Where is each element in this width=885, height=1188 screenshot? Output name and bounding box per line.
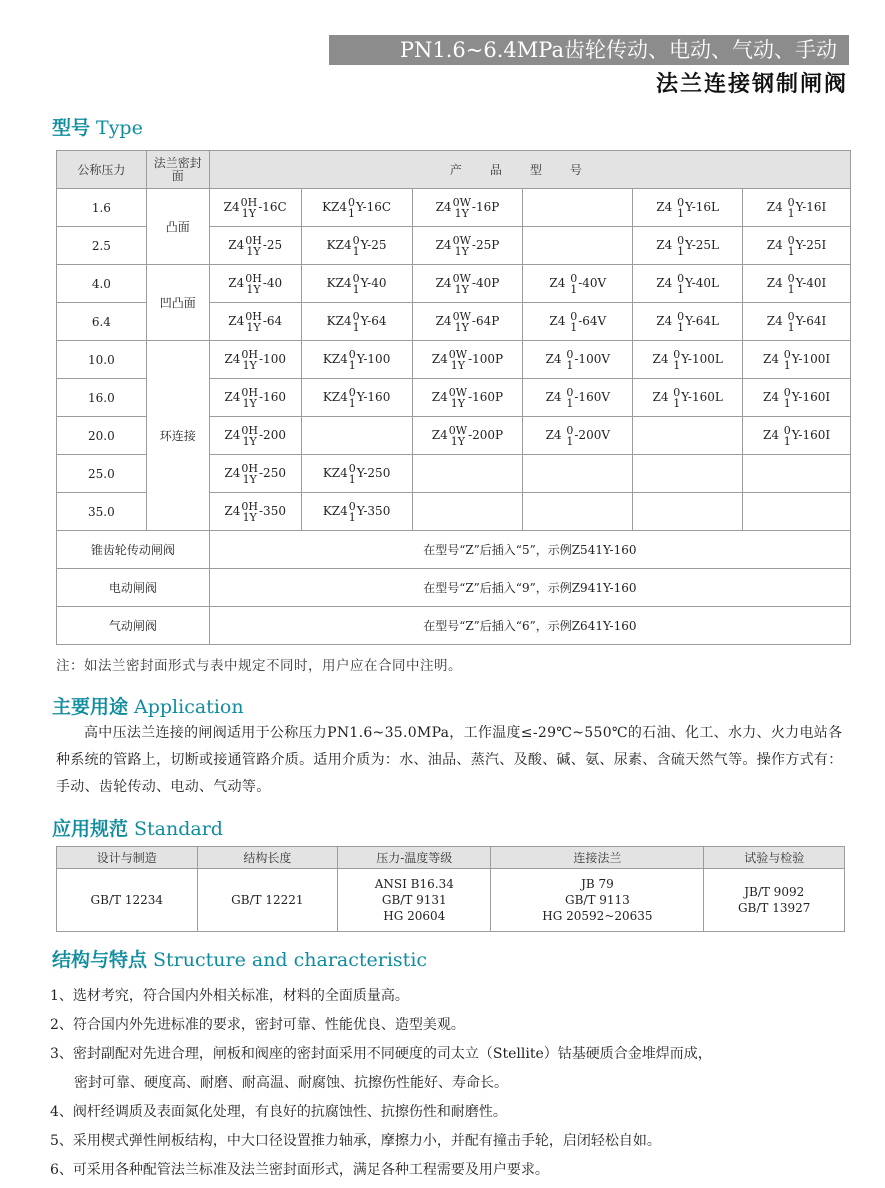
model-cell	[412, 379, 523, 417]
model-cell	[209, 493, 301, 531]
model-cell	[301, 417, 412, 455]
features-heading-cn: 结构与特点	[52, 949, 148, 971]
model-cell	[523, 265, 633, 303]
drive-label: 气动闸阀	[57, 607, 210, 645]
feature-item: 5、采用楔式弹性闸板结构，中大口径设置推力轴承，摩擦力小，并配有撞击手轮，启闭轻松自如。	[50, 1133, 661, 1149]
model-cell	[209, 417, 301, 455]
model-code: Z4 0 1 -160V	[545, 385, 610, 410]
pressure-cell: 25.0	[57, 455, 147, 493]
model-code: KZ4 0 1 Y-25	[326, 233, 387, 258]
model-code: Z4 0 1 Y-100L	[652, 347, 723, 372]
model-code: Z4 0H 1Y -350	[224, 499, 286, 524]
model-cell	[523, 227, 633, 265]
model-code: KZ4 0 1 Y-250	[322, 461, 391, 486]
type-heading-en: Type	[96, 117, 143, 139]
standard-code: GB/T 9113	[565, 893, 630, 907]
feature-item: 2、符合国内外先进标准的要求，密封可靠、性能优良、造型美观。	[50, 1017, 465, 1033]
application-heading	[52, 692, 244, 719]
model-cell	[743, 379, 851, 417]
model-code: Z4 0 1 Y-40L	[656, 271, 719, 296]
model-code: Z4 0W 1Y -40P	[435, 271, 500, 296]
drive-row	[57, 531, 851, 569]
model-code: Z4 0H 1Y -200	[224, 423, 286, 448]
model-code: Z4 0H 1Y -25	[228, 233, 283, 258]
standard-cell	[338, 869, 491, 932]
model-code: Z4 0 1 Y-64I	[766, 309, 827, 334]
application-heading-en: Application	[134, 696, 244, 718]
model-code: Z4 0 1 -64V	[549, 309, 607, 334]
model-cell	[633, 417, 743, 455]
model-code: Z4 0 1 Y-64L	[656, 309, 719, 334]
model-cell	[209, 189, 301, 227]
pressure-cell: 4.0	[57, 265, 147, 303]
model-cell	[412, 303, 523, 341]
model-cell	[209, 265, 301, 303]
model-cell	[633, 227, 743, 265]
model-code: Z4 0W 1Y -25P	[435, 233, 500, 258]
header-bar: PN1.6~6.4MPa齿轮传动、电动、气动、手动	[329, 35, 849, 65]
model-cell	[743, 303, 851, 341]
drive-text: 在型号“Z”后插入“6”，示例Z641Y-160	[209, 607, 850, 645]
model-cell	[301, 455, 412, 493]
model-cell	[743, 227, 851, 265]
model-code: KZ4 0 1 Y-16C	[322, 195, 392, 220]
col-header-pressure: 公称压力	[57, 151, 147, 189]
model-code: Z4 0 1 Y-160I	[762, 423, 831, 448]
model-code: KZ4 0 1 Y-64	[326, 309, 387, 334]
model-code: Z4 0 1 Y-160L	[652, 385, 723, 410]
model-cell	[301, 189, 412, 227]
col-header-flange: 法兰密封面	[146, 151, 209, 189]
model-cell	[523, 493, 633, 531]
model-cell	[633, 493, 743, 531]
pressure-cell: 1.6	[57, 189, 147, 227]
standard-heading-cn: 应用规范	[52, 818, 129, 840]
model-cell	[633, 189, 743, 227]
model-cell	[523, 303, 633, 341]
model-code: Z4 0W 1Y -100P	[431, 347, 504, 372]
feature-item: 1、选材考究，符合国内外相关标准，材料的全面质量高。	[50, 988, 409, 1004]
model-code: Z4 0 1 Y-25I	[766, 233, 827, 258]
model-cell	[412, 417, 523, 455]
flange-cell: 凹凸面	[146, 265, 209, 341]
model-code: Z4 0 1 Y-40I	[766, 271, 827, 296]
features-list	[50, 982, 860, 1185]
model-code: Z4 0H 1Y -160	[224, 385, 286, 410]
standard-cell	[197, 869, 338, 932]
model-code: Z4 0H 1Y -64	[228, 309, 283, 334]
pressure-cell: 16.0	[57, 379, 147, 417]
model-cell	[209, 341, 301, 379]
model-cell	[633, 265, 743, 303]
col-header-product: 产品型号	[209, 151, 850, 189]
model-code: Z4 0 1 Y-100I	[762, 347, 831, 372]
standard-code: GB/T 9131	[381, 893, 447, 907]
table-row	[57, 265, 851, 303]
model-code: Z4 0W 1Y -16P	[435, 195, 500, 220]
model-code: Z4 0 1 Y-25L	[656, 233, 719, 258]
feature-item: 4、阀杆经调质及表面氮化处理，有良好的抗腐蚀性、抗擦伤性和耐磨性。	[50, 1104, 507, 1120]
type-heading-cn: 型号	[52, 117, 91, 139]
model-cell	[301, 227, 412, 265]
model-cell	[412, 189, 523, 227]
model-cell	[301, 265, 412, 303]
model-cell	[633, 341, 743, 379]
feature-item: 密封可靠、硬度高、耐磨、耐高温、耐腐蚀、抗擦伤性能好、寿命长。	[74, 1075, 508, 1091]
model-cell	[633, 455, 743, 493]
feature-item: 6、可采用各种配管法兰标准及法兰密封面形式，满足各种工程需要及用户要求。	[50, 1162, 549, 1178]
standard-code: GB/T 12221	[231, 893, 304, 907]
standard-code: GB/T 12234	[90, 893, 163, 907]
drive-row	[57, 569, 851, 607]
model-cell	[523, 341, 633, 379]
standard-col-header: 压力-温度等级	[338, 847, 491, 869]
model-cell	[743, 417, 851, 455]
model-cell	[743, 341, 851, 379]
feature-item: 3、密封副配对先进合理，闸板和阀座的密封面采用不同硬度的司太立（Stellite）钴基硬质合金堆焊而成，	[50, 1046, 712, 1062]
model-code: Z4 0 1 -100V	[545, 347, 610, 372]
table-note: 注：如法兰密封面形式与表中规定不同时，用户应在合同中注明。	[56, 658, 462, 674]
drive-text: 在型号“Z”后插入“5”，示例Z541Y-160	[209, 531, 850, 569]
model-cell	[209, 455, 301, 493]
standard-code: ANSI B16.34	[374, 877, 454, 891]
model-code: Z4 0 1 -200V	[545, 423, 610, 448]
model-code: KZ4 0 1 Y-40	[326, 271, 387, 296]
standard-code: HG 20592~20635	[542, 909, 653, 923]
flange-cell: 凸面	[146, 189, 209, 265]
model-cell	[412, 265, 523, 303]
standard-col-header: 结构长度	[197, 847, 338, 869]
type-table	[56, 150, 851, 645]
model-code: Z4 0 1 -40V	[549, 271, 607, 296]
pressure-cell: 20.0	[57, 417, 147, 455]
model-code: Z4 0 1 Y-16L	[656, 195, 719, 220]
pressure-cell: 6.4	[57, 303, 147, 341]
model-cell	[523, 417, 633, 455]
drive-label: 电动闸阀	[57, 569, 210, 607]
standard-col-header: 试验与检验	[704, 847, 845, 869]
standard-heading-en: Standard	[134, 818, 223, 840]
application-heading-cn: 主要用途	[52, 696, 129, 718]
model-code: Z4 0 1 Y-16I	[766, 195, 827, 220]
standard-code: JB/T 9092	[744, 885, 805, 899]
model-cell	[301, 493, 412, 531]
drive-row	[57, 607, 851, 645]
model-cell	[743, 265, 851, 303]
model-cell	[743, 493, 851, 531]
model-cell	[523, 455, 633, 493]
model-cell	[523, 189, 633, 227]
model-code: Z4 0H 1Y -16C	[223, 195, 287, 220]
model-code: Z4 0 1 Y-160I	[762, 385, 831, 410]
standard-code: HG 20604	[383, 909, 446, 923]
model-code: Z4 0W 1Y -200P	[431, 423, 504, 448]
page-title: 法兰连接钢制闸阀	[655, 72, 848, 97]
model-cell	[209, 227, 301, 265]
model-cell	[743, 189, 851, 227]
model-code: Z4 0W 1Y -160P	[431, 385, 504, 410]
pressure-cell: 2.5	[57, 227, 147, 265]
model-cell	[209, 379, 301, 417]
model-code: KZ4 0 1 Y-350	[322, 499, 391, 524]
model-code: KZ4 0 1 Y-160	[322, 385, 391, 410]
model-cell	[412, 493, 523, 531]
model-code: Z4 0H 1Y -100	[224, 347, 286, 372]
model-code: Z4 0H 1Y -40	[228, 271, 283, 296]
features-heading	[52, 945, 427, 972]
model-cell	[412, 341, 523, 379]
standard-code: JB 79	[581, 877, 614, 891]
pressure-cell: 35.0	[57, 493, 147, 531]
standard-cell	[491, 869, 704, 932]
model-cell	[301, 379, 412, 417]
table-row	[57, 341, 851, 379]
standard-table	[56, 846, 845, 932]
standard-cell	[704, 869, 845, 932]
drive-text: 在型号“Z”后插入“9”，示例Z941Y-160	[209, 569, 850, 607]
standard-cell	[57, 869, 198, 932]
flange-cell: 环连接	[146, 341, 209, 531]
model-cell	[209, 303, 301, 341]
application-text: 高中压法兰连接的闸阀适用于公称压力PN1.6~35.0MPa，工作温度≤-29℃~550℃的石油、化工、水力、火力电站各种系统的管路上，切断或接通管路介质。适用介质为：水、油品、蒸汽、及酸、碱、氨、尿素、含硫天然气等。操作方式有：手动、齿轮传动、电动、气动等。	[56, 725, 843, 795]
model-cell	[412, 455, 523, 493]
model-code: Z4 0H 1Y -250	[224, 461, 286, 486]
model-code: KZ4 0 1 Y-100	[322, 347, 391, 372]
standard-col-header: 设计与制造	[57, 847, 198, 869]
standard-col-header: 连接法兰	[491, 847, 704, 869]
features-heading-en: Structure and characteristic	[153, 949, 428, 971]
type-heading	[52, 113, 143, 140]
drive-label: 锥齿轮传动闸阀	[57, 531, 210, 569]
standard-heading	[52, 814, 223, 841]
model-code: Z4 0W 1Y -64P	[435, 309, 500, 334]
model-cell	[633, 379, 743, 417]
model-cell	[301, 341, 412, 379]
model-cell	[633, 303, 743, 341]
standard-code: GB/T 13927	[737, 901, 811, 915]
model-cell	[412, 227, 523, 265]
pressure-cell: 10.0	[57, 341, 147, 379]
model-cell	[301, 303, 412, 341]
table-row	[57, 189, 851, 227]
model-cell	[743, 455, 851, 493]
model-cell	[523, 379, 633, 417]
